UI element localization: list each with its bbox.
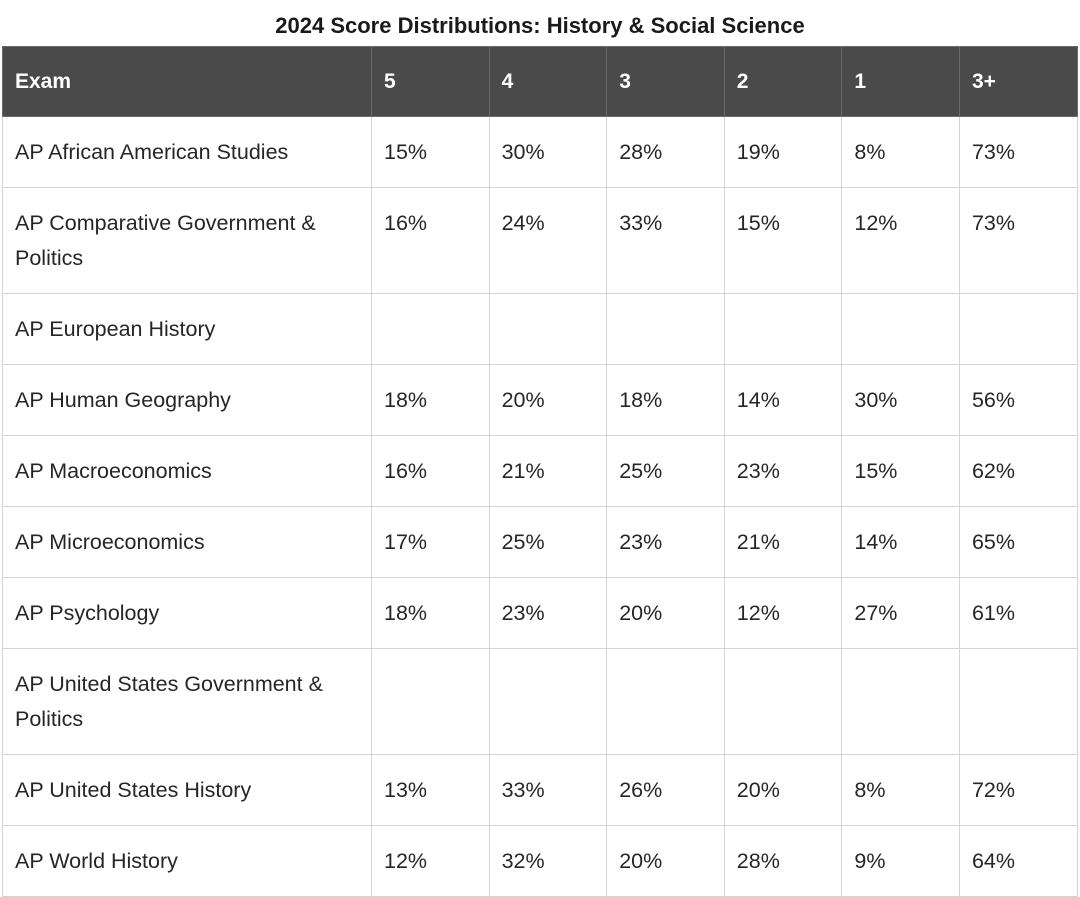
score-3-cell: 20% (607, 578, 725, 649)
score-5-cell (372, 649, 490, 755)
score-3-plus-cell: 62% (959, 436, 1077, 507)
page-title: 2024 Score Distributions: History & Social Science (275, 13, 805, 38)
score-2-cell: 14% (724, 365, 842, 436)
exam-name: AP African American Studies (3, 117, 372, 188)
table-row (3, 826, 1078, 897)
score-3-plus-cell: 64% (959, 826, 1077, 897)
table-row (3, 649, 1078, 755)
column-header-score-4: 4 (489, 47, 607, 117)
score-4-cell: 20% (489, 365, 607, 436)
score-2-cell (724, 649, 842, 755)
score-1-cell: 9% (842, 826, 960, 897)
score-3-cell: 26% (607, 755, 725, 826)
exam-name: AP World History (3, 826, 372, 897)
score-2-cell: 19% (724, 117, 842, 188)
exam-name: AP United States History (3, 755, 372, 826)
score-5-cell: 16% (372, 188, 490, 294)
score-1-cell: 8% (842, 755, 960, 826)
table-row (3, 436, 1078, 507)
score-5-cell: 18% (372, 578, 490, 649)
score-4-cell (489, 294, 607, 365)
exam-name: AP European History (3, 294, 372, 365)
score-5-cell: 16% (372, 436, 490, 507)
score-3-cell: 20% (607, 826, 725, 897)
column-header-score-5: 5 (372, 47, 490, 117)
score-5-cell: 12% (372, 826, 490, 897)
exam-name: AP Human Geography (3, 365, 372, 436)
exam-name: AP Comparative Government & Politics (3, 188, 372, 294)
score-3-cell: 25% (607, 436, 725, 507)
score-2-cell: 20% (724, 755, 842, 826)
table-row (3, 507, 1078, 578)
score-4-cell: 25% (489, 507, 607, 578)
score-1-cell (842, 294, 960, 365)
score-4-cell: 24% (489, 188, 607, 294)
table-row (3, 294, 1078, 365)
score-3-plus-cell: 65% (959, 507, 1077, 578)
score-1-cell: 8% (842, 117, 960, 188)
score-3-cell: 33% (607, 188, 725, 294)
column-header-score-2: 2 (724, 47, 842, 117)
score-1-cell: 12% (842, 188, 960, 294)
score-3-cell: 18% (607, 365, 725, 436)
score-2-cell: 23% (724, 436, 842, 507)
exam-name: AP Psychology (3, 578, 372, 649)
table-header-row (3, 47, 1078, 117)
score-2-cell: 15% (724, 188, 842, 294)
score-4-cell: 32% (489, 826, 607, 897)
column-header-score-1: 1 (842, 47, 960, 117)
score-1-cell: 30% (842, 365, 960, 436)
score-1-cell (842, 649, 960, 755)
score-distribution-table (2, 46, 1078, 897)
score-4-cell: 33% (489, 755, 607, 826)
exam-name: AP Macroeconomics (3, 436, 372, 507)
score-3-cell: 23% (607, 507, 725, 578)
score-5-cell: 18% (372, 365, 490, 436)
score-3-plus-cell: 56% (959, 365, 1077, 436)
score-3-cell (607, 294, 725, 365)
table-row (3, 117, 1078, 188)
score-5-cell (372, 294, 490, 365)
score-1-cell: 14% (842, 507, 960, 578)
score-4-cell: 23% (489, 578, 607, 649)
score-3-plus-cell: 72% (959, 755, 1077, 826)
table-row (3, 188, 1078, 294)
column-header-score-3: 3 (607, 47, 725, 117)
score-2-cell: 12% (724, 578, 842, 649)
score-3-cell: 28% (607, 117, 725, 188)
score-2-cell: 21% (724, 507, 842, 578)
table-row (3, 755, 1078, 826)
score-4-cell: 30% (489, 117, 607, 188)
score-1-cell: 15% (842, 436, 960, 507)
score-2-cell (724, 294, 842, 365)
score-3-plus-cell (959, 649, 1077, 755)
score-4-cell: 21% (489, 436, 607, 507)
score-1-cell: 27% (842, 578, 960, 649)
score-2-cell: 28% (724, 826, 842, 897)
column-header-exam: Exam (3, 47, 372, 117)
score-3-plus-cell (959, 294, 1077, 365)
score-3-plus-cell: 61% (959, 578, 1077, 649)
score-3-plus-cell: 73% (959, 188, 1077, 294)
exam-name: AP United States Government & Politics (3, 649, 372, 755)
score-5-cell: 17% (372, 507, 490, 578)
table-row (3, 578, 1078, 649)
score-5-cell: 13% (372, 755, 490, 826)
column-header-score-3-plus: 3+ (959, 47, 1077, 117)
score-4-cell (489, 649, 607, 755)
score-3-plus-cell: 73% (959, 117, 1077, 188)
exam-name: AP Microeconomics (3, 507, 372, 578)
score-3-cell (607, 649, 725, 755)
table-row (3, 365, 1078, 436)
score-5-cell: 15% (372, 117, 490, 188)
